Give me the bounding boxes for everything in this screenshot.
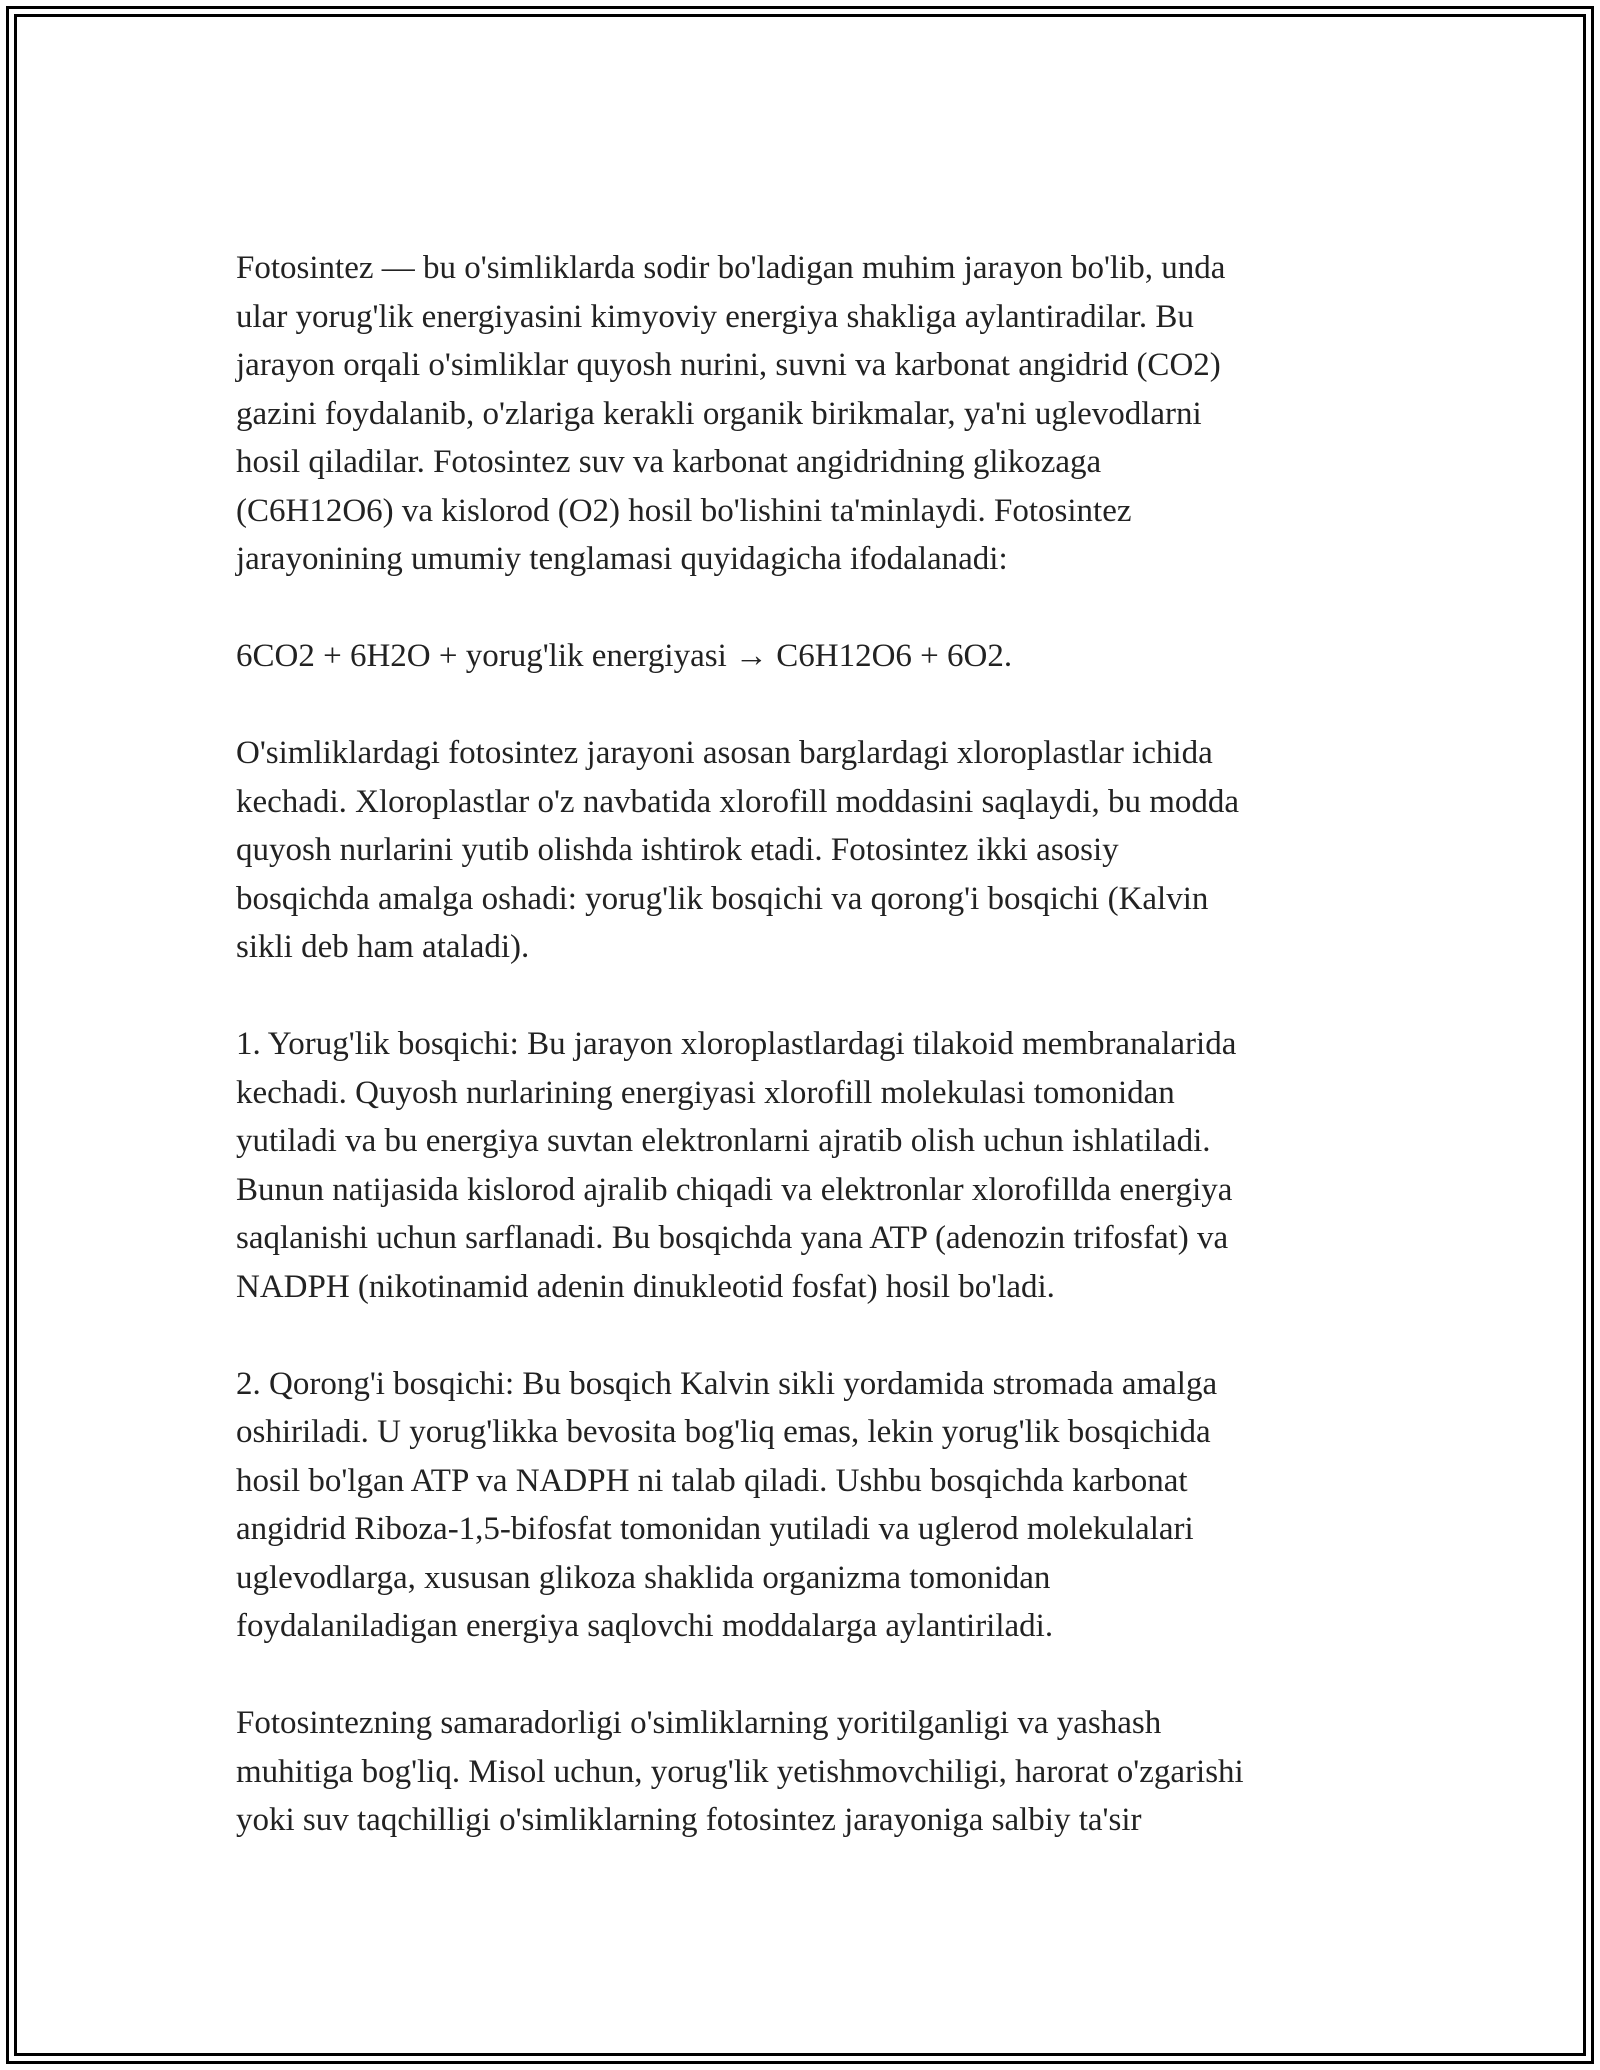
paragraph-efficiency: Fotosintezning samaradorligi o'simliklarning yoritilganligi va yashash muhitiga bog'liq. Misol uchun, yorug'lik yetishmovchiligi, harorat o'zgarishi yoki suv taqchilligi o'simliklarning fotosintez jarayoniga salbiy ta'sir <box>236 1705 1244 1838</box>
document-body <box>236 244 1376 1893</box>
paragraph-equation: 6CO2 + 6H2O + yorug'lik energiyasi → C6H12O6 + 6O2. <box>236 638 1013 674</box>
paragraph-dark-stage: 2. Qorong'i bosqichi: Bu bosqich Kalvin sikli yordamida stromada amalga oshiriladi. U yorug'likka bevosita bog'liq emas, lekin yorug'lik bosqichida hosil bo'lgan ATP va NADPH ni talab qiladi. Ushbu bosqichda karbonat angidrid Riboza-1,5-bifosfat tomonidan yutiladi va uglerod molekulalari uglevodlarga, xususan glikoza shaklida organizma tomonidan foydalaniladigan energiya saqlovchi moddalarga aylantiriladi. <box>236 1365 1218 1644</box>
paragraph-intro: Fotosintez — bu o'simliklarda sodir bo'ladigan muhim jarayon bo'lib, unda ular yorug'lik energiyasini kimyoviy energiya shakliga aylantiradilar. Bu jarayon orqali o'simliklar quyosh nurini, suvni va karbonat angidrid (CO2) gazini foydalanib, o'zlariga kerakli organik birikmalar, ya'ni uglevodlarni hosil qiladilar. Fotosintez suv va karbonat angidridning glikozaga (C6H12O6) va kislorod (O2) hosil bo'lishini ta'minlaydi. Fotosintez jarayonining umumiy tenglamasi quyidagicha ifodalanadi: <box>236 250 1226 577</box>
paragraph-chloroplasts: O'simliklardagi fotosintez jarayoni asosan barglardagi xloroplastlar ichida kechadi. Xloroplastlar o'z navbatida xlorofill moddasini saqlaydi, bu modda quyosh nurlarini yutib olishda ishtirok etadi. Fotosintez ikki asosiy bosqichda amalga oshadi: yorug'lik bosqichi va qorong'i bosqichi (Kalvin sikli deb ham ataladi). <box>236 735 1240 965</box>
paragraph-light-stage: 1. Yorug'lik bosqichi: Bu jarayon xloroplastlardagi tilakoid membranalarida kechadi. Quyosh nurlarining energiyasi xlorofill molekulasi tomonidan yutiladi va bu energiya suvtan elektronlarni ajratib olish uchun ishlatiladi. Bunun natijasida kislorod ajralib chiqadi va elektronlar xlorofillda energiya saqlanishi uchun sarflanadi. Bu bosqichda yana ATP (adenozin trifosfat) va NADPH (nikotinamid adenin dinukleotid fosfat) hosil bo'ladi. <box>236 1026 1237 1305</box>
